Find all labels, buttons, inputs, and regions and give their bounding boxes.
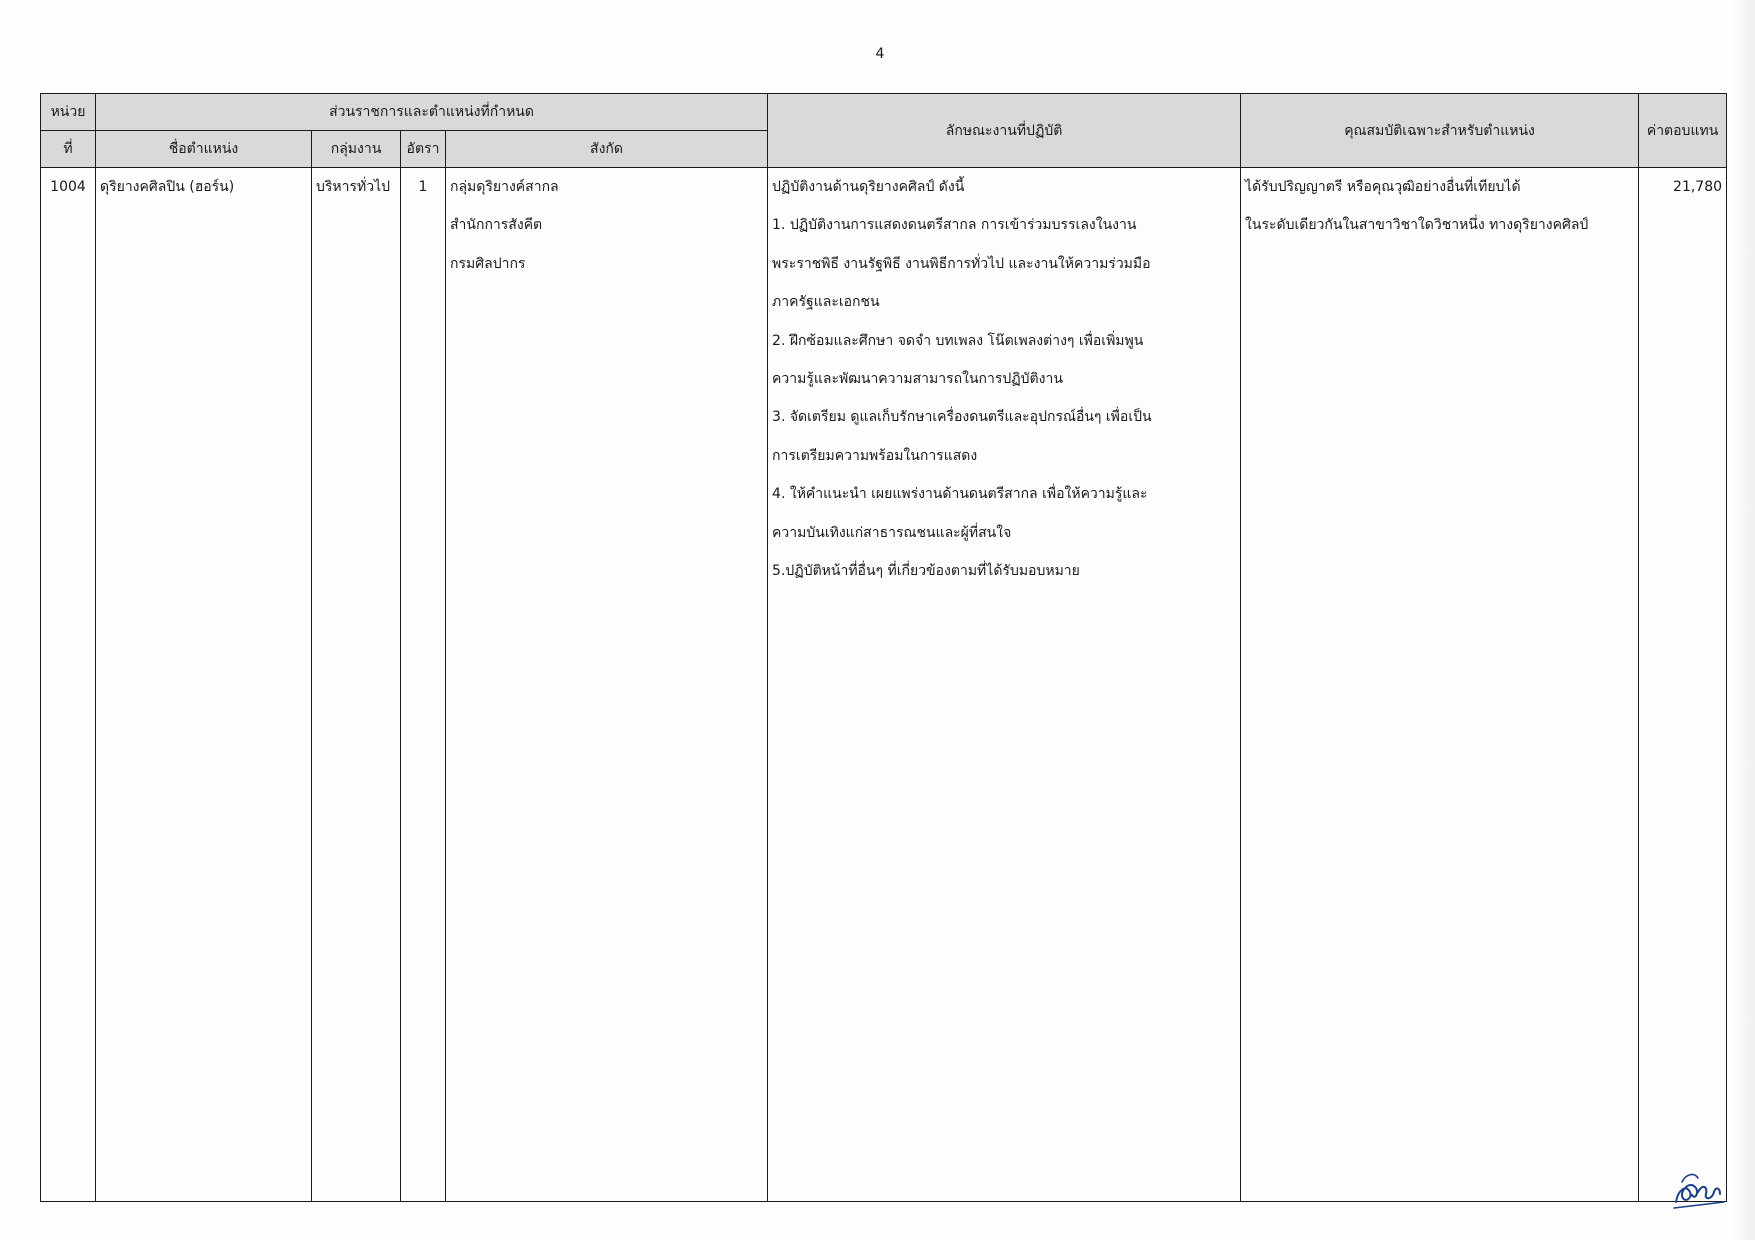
rate: 1: [418, 179, 428, 195]
scan-edge-shadow: [1729, 0, 1755, 1240]
qualification-line: ในระดับเดียวกันในสาขาวิชาใดวิชาหนึ่ง ทางดุริยางคศิลป์: [1245, 217, 1589, 234]
compensation-cell: [1639, 168, 1727, 1202]
duty-line: 3. จัดเตรียม ดูแลเก็บรักษาเครื่องดนตรีและอุปกรณ์อื่นๆ เพื่อเป็น: [772, 409, 1152, 426]
header-compensation: ค่าตอบแทน: [1639, 94, 1727, 168]
duty-line: 4. ให้คำแนะนำ เผยแพร่งานด้านดนตรีสากล เพื่อให้ความรู้และ: [772, 486, 1148, 503]
header-work-group: กลุ่มงาน: [312, 131, 401, 168]
qualifications-cell: [1241, 168, 1639, 1202]
duty-line: พระราชพิธี งานรัฐพิธี งานพิธีการทั่วไป และงานให้ความร่วมมือ: [772, 255, 1151, 272]
header-unit-sub: ที่: [41, 131, 96, 168]
work-group-cell: [312, 168, 401, 1202]
header-affiliation: สังกัด: [446, 131, 768, 168]
duty-line: 2. ฝึกซ้อมและศึกษา จดจำ บทเพลง โน๊ตเพลงต่างๆ เพื่อเพิ่มพูน: [772, 332, 1144, 349]
position-name-cell: [96, 168, 312, 1202]
page-number: 4: [875, 46, 885, 62]
affiliation-line: สำนักการสังคีต: [450, 217, 543, 234]
unit-number: 1004: [50, 179, 86, 195]
table-row: [41, 168, 1727, 1202]
header-duties: ลักษณะงานที่ปฏิบัติ: [768, 94, 1241, 168]
position-table: [40, 93, 1727, 1202]
duty-line: 5.ปฏิบัติหน้าที่อื่นๆ ที่เกี่ยวข้องตามที่ได้รับมอบหมาย: [772, 562, 1080, 579]
unit-number-cell: [41, 168, 96, 1202]
header-unit: หน่วย: [41, 94, 96, 131]
rate-cell: [401, 168, 446, 1202]
header-rate: อัตรา: [401, 131, 446, 168]
duty-line: การเตรียมความพร้อมในการแสดง: [772, 447, 978, 464]
header-qualifications: คุณสมบัติเฉพาะสำหรับตำแหน่ง: [1241, 94, 1639, 168]
work-group: บริหารทั่วไป: [316, 179, 391, 195]
duty-line: ความรู้และพัฒนาความสามารถในการปฏิบัติงาน: [772, 370, 1063, 387]
header-position-name: ชื่อตำแหน่ง: [96, 131, 312, 168]
duty-line: ภาครัฐและเอกชน: [772, 294, 880, 311]
affiliation-line: กรมศิลปากร: [450, 255, 526, 272]
duties-cell: [768, 168, 1241, 1202]
qualification-line: ได้รับปริญญาตรี หรือคุณวุฒิอย่างอื่นที่เทียบได้: [1245, 179, 1521, 195]
handwritten-initials: [1668, 1162, 1728, 1214]
position-name: ดุริยางคศิลปิน (ฮอร์น): [100, 179, 235, 195]
affiliation-line: กลุ่มดุริยางค์สากล: [450, 179, 559, 195]
duty-line: ความบันเทิงแก่สาธารณชนและผู้ที่สนใจ: [772, 524, 1012, 541]
duty-line: 1. ปฏิบัติงานการแสดงดนตรีสากล การเข้าร่วมบรรเลงในงาน: [772, 217, 1137, 234]
compensation: 21,780: [1673, 179, 1723, 195]
header-section-group: ส่วนราชการและตำแหน่งที่กำหนด: [96, 94, 768, 131]
affiliation-cell: [446, 168, 768, 1202]
duty-line: ปฏิบัติงานด้านดุริยางคศิลป์ ดังนี้: [772, 179, 965, 195]
